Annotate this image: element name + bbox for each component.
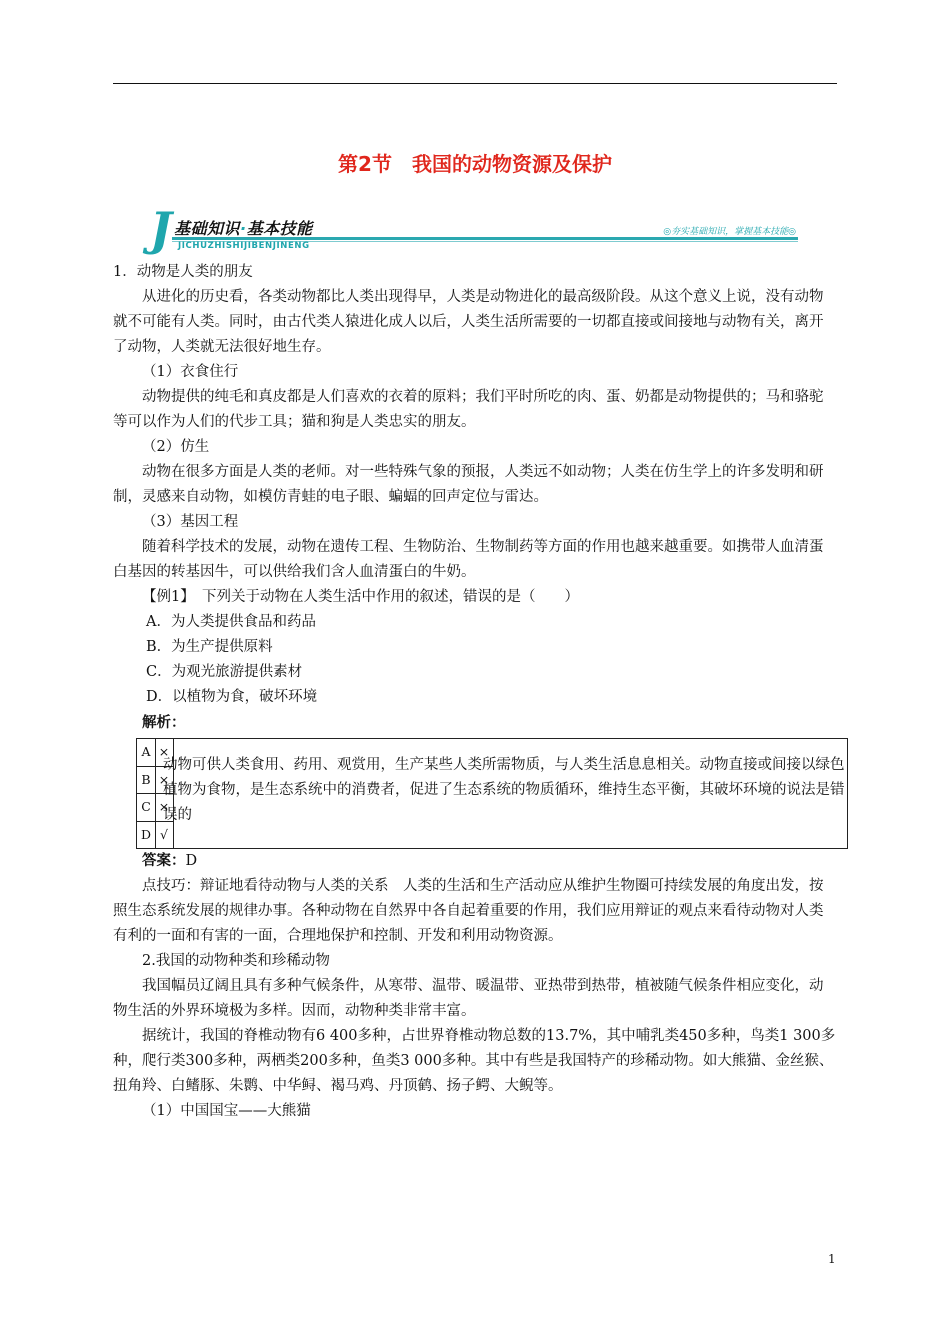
paragraph: （1）衣食住行 bbox=[142, 364, 239, 380]
paragraph: 动物在很多方面是人类的老师。对一些特殊气象的预报，人类远不如动物；人类在仿生学上的许多发明和研制，灵感来自动物，如模仿青蛙的电子眼、蝙蝠的回声定位与雷达。 bbox=[113, 464, 824, 505]
page-title: 第2节 我国的动物资源及保护 bbox=[338, 152, 612, 176]
analysis-letter: C bbox=[137, 794, 155, 822]
paragraph: 解析： bbox=[142, 714, 186, 731]
banner-heading-b: 基本技能 bbox=[246, 219, 313, 238]
banner-j-logo-icon: J bbox=[150, 202, 172, 256]
page-number: 1 bbox=[828, 1252, 836, 1266]
paragraph: 据统计，我国的脊椎动物有6 400多种，占世界脊椎动物总数的13.7%，其中哺乳类450多种，鸟类1 300多种，爬行类300多种，两栖类200多种，鱼类3 000多种。其中有些是我国特产的珍稀动物。如大熊猫、金丝猴、扭角羚、白鳍豚、朱鹮、中华鲟、褐马鸡、丹顶鹤、扬子鳄、大鲵等。 bbox=[113, 1028, 836, 1094]
option-item: A．为人类提供食品和药品 bbox=[146, 614, 316, 630]
paragraph: 点技巧：辩证地看待动物与人类的关系 人类的生活和生产活动应从维护生物圈可持续发展的角度出发，按照生态系统发展的规律办事。各种动物在自然界中各自起着重要的作用，我们应用辩证的观点来看待动物对人类有利的一面和有害的一面，合理地保护和控制、开发和利用动物资源。 bbox=[113, 878, 824, 944]
analysis-letter: A bbox=[137, 739, 155, 767]
analysis-letter: D bbox=[140, 826, 152, 842]
banner-motto: ◎夯实基础知识，掌握基本技能◎ bbox=[663, 227, 796, 237]
analysis-table bbox=[136, 738, 848, 849]
analysis-explanation: 动物可供人类食用、药用、观赏用，生产某些人类所需物质，与人类生活息息相关。动物直接或间接以绿色植物为食物，是生态系统中的消费者，促进了生态系统的物质循环，维持生态平衡，其破坏环境的说法是错误的 bbox=[163, 757, 845, 823]
option-item: C．为观光旅游提供素材 bbox=[146, 664, 303, 680]
option-item: B．为生产提供原料 bbox=[146, 639, 273, 655]
banner-separator-icon: · bbox=[240, 219, 247, 238]
bottom-paragraphs bbox=[113, 874, 837, 1124]
paragraph: 【例1】 下列关于动物在人类生活中作用的叙述，错误的是（ ） bbox=[142, 589, 579, 605]
answer-line bbox=[113, 848, 837, 874]
banner-heading bbox=[174, 216, 313, 239]
paragraph: 动物提供的纯毛和真皮都是人们喜欢的衣着的原料；我们平时所吃的肉、蛋、奶都是动物提供的；马和骆驼等可以作为人们的代步工具；猫和狗是人类忠实的朋友。 bbox=[113, 389, 824, 430]
analysis-mark: √ bbox=[160, 826, 168, 842]
analysis-letter-column bbox=[137, 739, 156, 848]
answer-label: 答案： bbox=[142, 852, 186, 869]
analysis-mark: × bbox=[155, 767, 173, 795]
section-banner bbox=[148, 202, 800, 258]
banner-heading-a: 基础知识 bbox=[174, 219, 241, 238]
paragraph: 1．动物是人类的朋友 bbox=[113, 264, 253, 280]
analysis-mark: × bbox=[155, 794, 173, 822]
paragraph: （2）仿生 bbox=[142, 439, 210, 455]
paragraph: （3）基因工程 bbox=[142, 514, 239, 530]
option-item: D．以植物为食，破坏环境 bbox=[146, 689, 318, 705]
body-text-bottom bbox=[113, 848, 837, 1124]
paragraph: 随着科学技术的发展，动物在遗传工程、生物防治、生物制药等方面的作用也越来越重要。如携带人血清蛋白基因的转基因牛，可以供给我们含人血清蛋白的牛奶。 bbox=[113, 539, 824, 580]
paragraph: （1）中国国宝——大熊猫 bbox=[142, 1103, 311, 1119]
body-text-top bbox=[113, 260, 837, 735]
answer-value: D bbox=[185, 853, 198, 869]
analysis-letter: B bbox=[137, 767, 155, 795]
paragraph: 从进化的历史看，各类动物都比人类出现得早，人类是动物进化的最高级阶段。从这个意义上说，没有动物就不可能有人类。同时，由古代类人猿进化成人以后，人类生活所需要的一切都直接或间接地与动物有关，离开了动物，人类就无法很好地生存。 bbox=[113, 289, 824, 355]
paragraph: 我国幅员辽阔且具有多种气候条件，从寒带、温带、暖温带、亚热带到热带，植被随气候条件相应变化，动物生活的外界环境极为多样。因而，动物种类非常丰富。 bbox=[113, 978, 824, 1019]
header-rule bbox=[113, 83, 837, 84]
banner-pinyin: JICHUZHISHIJIBENJINENG bbox=[178, 241, 310, 251]
paragraph: 2.我国的动物种类和珍稀动物 bbox=[142, 953, 330, 969]
analysis-mark: × bbox=[155, 739, 173, 767]
